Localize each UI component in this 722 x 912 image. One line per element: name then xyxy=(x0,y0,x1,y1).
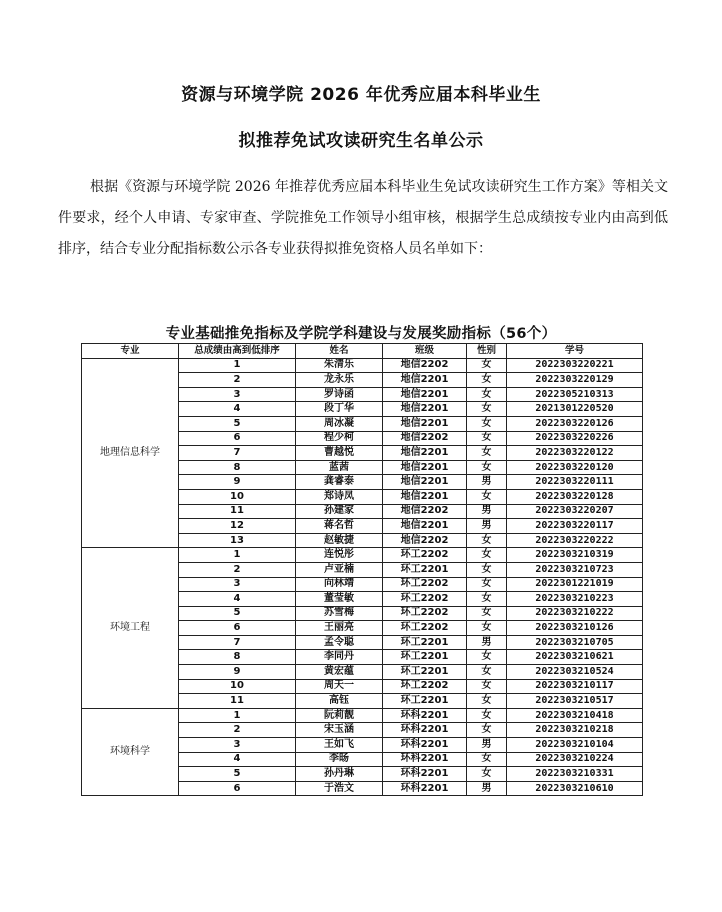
id-cell: 2022303210517 xyxy=(507,694,643,709)
header-name: 姓名 xyxy=(296,344,383,359)
name-cell: 孟令聪 xyxy=(296,635,383,650)
id-cell: 2021301220520 xyxy=(507,402,643,417)
rank-cell: 11 xyxy=(179,694,296,709)
id-cell: 2022303210723 xyxy=(507,562,643,577)
rank-cell: 3 xyxy=(179,387,296,402)
id-cell: 2022303210331 xyxy=(507,767,643,782)
name-cell: 宋玉涵 xyxy=(296,723,383,738)
name-cell: 王如飞 xyxy=(296,738,383,753)
id-cell: 2022303210610 xyxy=(507,781,643,796)
id-cell: 2022303220126 xyxy=(507,416,643,431)
class-cell: 地信2201 xyxy=(383,373,467,388)
name-cell: 程少柯 xyxy=(296,431,383,446)
class-cell: 环工2202 xyxy=(383,606,467,621)
class-cell: 环工2201 xyxy=(383,665,467,680)
class-cell: 环科2201 xyxy=(383,738,467,753)
name-cell: 周冰凝 xyxy=(296,416,383,431)
gender-cell: 女 xyxy=(467,373,507,388)
name-cell: 蒋名哲 xyxy=(296,519,383,534)
id-cell: 2022303220128 xyxy=(507,489,643,504)
class-cell: 地信2201 xyxy=(383,402,467,417)
class-cell: 环科2201 xyxy=(383,781,467,796)
major-cell: 地理信息科学 xyxy=(82,358,179,548)
table-row xyxy=(82,358,643,373)
gender-cell: 女 xyxy=(467,708,507,723)
class-cell: 环工2201 xyxy=(383,650,467,665)
name-cell: 段丁华 xyxy=(296,402,383,417)
gender-cell: 女 xyxy=(467,446,507,461)
id-cell: 2022303210218 xyxy=(507,723,643,738)
header-gender: 性别 xyxy=(467,344,507,359)
id-cell: 2022303220207 xyxy=(507,504,643,519)
id-cell: 2022303210223 xyxy=(507,592,643,607)
class-cell: 环工2201 xyxy=(383,694,467,709)
header-major: 专业 xyxy=(82,344,179,359)
rank-cell: 1 xyxy=(179,358,296,373)
name-cell: 朱清乐 xyxy=(296,358,383,373)
rank-cell: 3 xyxy=(179,577,296,592)
rank-cell: 9 xyxy=(179,475,296,490)
gender-cell: 男 xyxy=(467,635,507,650)
gender-cell: 女 xyxy=(467,650,507,665)
gender-cell: 女 xyxy=(467,489,507,504)
rank-cell: 5 xyxy=(179,606,296,621)
class-cell: 环工2202 xyxy=(383,679,467,694)
gender-cell: 女 xyxy=(467,679,507,694)
class-cell: 地信2201 xyxy=(383,519,467,534)
candidate-table xyxy=(81,343,643,796)
id-cell: 2022303220222 xyxy=(507,533,643,548)
gender-cell: 女 xyxy=(467,431,507,446)
class-cell: 地信2201 xyxy=(383,416,467,431)
name-cell: 罗诗函 xyxy=(296,387,383,402)
gender-cell: 男 xyxy=(467,475,507,490)
class-cell: 地信2201 xyxy=(383,387,467,402)
class-cell: 环工2201 xyxy=(383,562,467,577)
major-cell: 环境工程 xyxy=(82,548,179,709)
name-cell: 蓝茜 xyxy=(296,460,383,475)
class-cell: 环工2201 xyxy=(383,635,467,650)
class-cell: 环科2201 xyxy=(383,752,467,767)
table-header-row xyxy=(82,344,643,359)
gender-cell: 女 xyxy=(467,665,507,680)
id-cell: 2022303220120 xyxy=(507,460,643,475)
id-cell: 2022303210621 xyxy=(507,650,643,665)
gender-cell: 女 xyxy=(467,416,507,431)
name-cell: 高钰 xyxy=(296,694,383,709)
class-cell: 地信2201 xyxy=(383,489,467,504)
table-body xyxy=(82,358,643,796)
id-cell: 2022303210222 xyxy=(507,606,643,621)
rank-cell: 2 xyxy=(179,562,296,577)
header-class: 班级 xyxy=(383,344,467,359)
rank-cell: 11 xyxy=(179,504,296,519)
document-title-line1: 资源与环境学院 2026 年优秀应届本科毕业生 xyxy=(181,85,541,105)
major-cell: 环境科学 xyxy=(82,708,179,796)
rank-cell: 9 xyxy=(179,665,296,680)
id-cell: 2022303220111 xyxy=(507,475,643,490)
gender-cell: 男 xyxy=(467,781,507,796)
rank-cell: 2 xyxy=(179,373,296,388)
id-cell: 2022303220122 xyxy=(507,446,643,461)
id-cell: 2022305210313 xyxy=(507,387,643,402)
class-cell: 环工2202 xyxy=(383,592,467,607)
id-cell: 2022301221019 xyxy=(507,577,643,592)
gender-cell: 女 xyxy=(467,723,507,738)
class-cell: 地信2202 xyxy=(383,504,467,519)
gender-cell: 女 xyxy=(467,533,507,548)
name-cell: 曹越悦 xyxy=(296,446,383,461)
header-student-id: 学号 xyxy=(507,344,643,359)
gender-cell: 女 xyxy=(467,548,507,563)
id-cell: 2022303220117 xyxy=(507,519,643,534)
gender-cell: 女 xyxy=(467,460,507,475)
rank-cell: 3 xyxy=(179,738,296,753)
id-cell: 2022303220226 xyxy=(507,431,643,446)
gender-cell: 男 xyxy=(467,519,507,534)
table-caption: 专业基础推免指标及学院学科建设与发展奖励指标（56个） xyxy=(165,326,557,342)
class-cell: 环科2201 xyxy=(383,767,467,782)
gender-cell: 女 xyxy=(467,592,507,607)
rank-cell: 5 xyxy=(179,767,296,782)
id-cell: 2022303220129 xyxy=(507,373,643,388)
rank-cell: 6 xyxy=(179,621,296,636)
intro-paragraph xyxy=(58,172,668,265)
gender-cell: 女 xyxy=(467,694,507,709)
name-cell: 连悦彤 xyxy=(296,548,383,563)
class-cell: 地信2202 xyxy=(383,358,467,373)
name-cell: 王丽亮 xyxy=(296,621,383,636)
id-cell: 2022303210705 xyxy=(507,635,643,650)
name-cell: 向林靖 xyxy=(296,577,383,592)
rank-cell: 12 xyxy=(179,519,296,534)
name-cell: 龙永乐 xyxy=(296,373,383,388)
rank-cell: 8 xyxy=(179,460,296,475)
rank-cell: 7 xyxy=(179,446,296,461)
id-cell: 2022303210524 xyxy=(507,665,643,680)
id-cell: 2022303210117 xyxy=(507,679,643,694)
class-cell: 地信2202 xyxy=(383,533,467,548)
class-cell: 环工2202 xyxy=(383,548,467,563)
table-row xyxy=(82,548,643,563)
id-cell: 2022303210104 xyxy=(507,738,643,753)
rank-cell: 2 xyxy=(179,723,296,738)
gender-cell: 女 xyxy=(467,752,507,767)
class-cell: 环科2201 xyxy=(383,723,467,738)
class-cell: 环科2201 xyxy=(383,708,467,723)
class-cell: 地信2201 xyxy=(383,475,467,490)
name-cell: 李旸 xyxy=(296,752,383,767)
name-cell: 孙丹琳 xyxy=(296,767,383,782)
name-cell: 周天一 xyxy=(296,679,383,694)
name-cell: 黄宏蕴 xyxy=(296,665,383,680)
gender-cell: 女 xyxy=(467,402,507,417)
gender-cell: 女 xyxy=(467,577,507,592)
name-cell: 苏雪梅 xyxy=(296,606,383,621)
rank-cell: 1 xyxy=(179,708,296,723)
rank-cell: 10 xyxy=(179,489,296,504)
class-cell: 地信2201 xyxy=(383,446,467,461)
id-cell: 2022303220221 xyxy=(507,358,643,373)
class-cell: 环工2202 xyxy=(383,621,467,636)
gender-cell: 男 xyxy=(467,738,507,753)
class-cell: 地信2201 xyxy=(383,460,467,475)
table-row xyxy=(82,708,643,723)
intro-text: 根据《资源与环境学院 2026 年推荐优秀应届本科毕业生免试攻读研究生工作方案》等相关文件要求，经个人申请、专家审查、学院推免工作领导小组审核，根据学生总成绩按专业内由高到低排序，结合专业分配指标数公示各专业获得拟推免资格人员名单如下： xyxy=(58,179,668,257)
id-cell: 2022303210319 xyxy=(507,548,643,563)
class-cell: 地信2202 xyxy=(383,431,467,446)
gender-cell: 女 xyxy=(467,358,507,373)
rank-cell: 8 xyxy=(179,650,296,665)
rank-cell: 4 xyxy=(179,592,296,607)
rank-cell: 4 xyxy=(179,752,296,767)
header-rank: 总成绩由高到低排序 xyxy=(179,344,296,359)
class-cell: 环工2202 xyxy=(383,577,467,592)
rank-cell: 4 xyxy=(179,402,296,417)
name-cell: 李同丹 xyxy=(296,650,383,665)
rank-cell: 7 xyxy=(179,635,296,650)
gender-cell: 女 xyxy=(467,387,507,402)
gender-cell: 女 xyxy=(467,767,507,782)
gender-cell: 女 xyxy=(467,562,507,577)
name-cell: 龚睿泰 xyxy=(296,475,383,490)
name-cell: 郑诗凤 xyxy=(296,489,383,504)
rank-cell: 10 xyxy=(179,679,296,694)
gender-cell: 女 xyxy=(467,621,507,636)
rank-cell: 5 xyxy=(179,416,296,431)
id-cell: 2022303210126 xyxy=(507,621,643,636)
rank-cell: 6 xyxy=(179,431,296,446)
name-cell: 阮莉靓 xyxy=(296,708,383,723)
gender-cell: 男 xyxy=(467,504,507,519)
id-cell: 2022303210418 xyxy=(507,708,643,723)
name-cell: 卢亚楠 xyxy=(296,562,383,577)
document-title-line2: 拟推荐免试攻读研究生名单公示 xyxy=(238,131,484,151)
rank-cell: 6 xyxy=(179,781,296,796)
gender-cell: 女 xyxy=(467,606,507,621)
name-cell: 董莹敏 xyxy=(296,592,383,607)
name-cell: 赵敏捷 xyxy=(296,533,383,548)
name-cell: 孙建家 xyxy=(296,504,383,519)
id-cell: 2022303210224 xyxy=(507,752,643,767)
rank-cell: 13 xyxy=(179,533,296,548)
name-cell: 于浩文 xyxy=(296,781,383,796)
rank-cell: 1 xyxy=(179,548,296,563)
